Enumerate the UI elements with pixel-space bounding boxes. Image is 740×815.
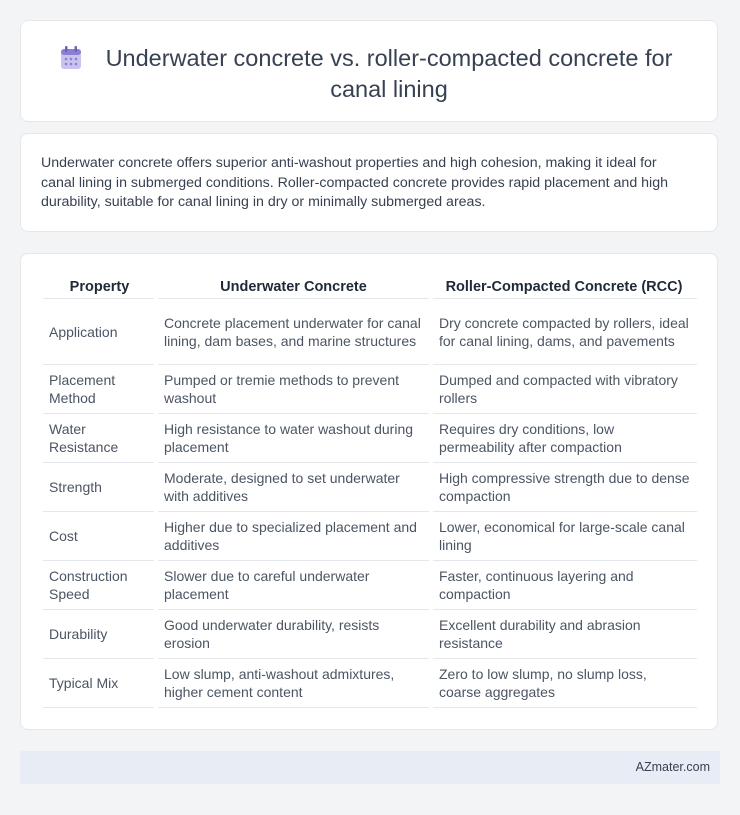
table-row — [43, 365, 697, 414]
underwater-cell: Moderate, designed to set underwater with additives — [156, 463, 431, 512]
rcc-cell: Lower, economical for large-scale canal lining — [431, 512, 697, 561]
property-cell: Application — [43, 299, 156, 365]
property-cell: Construction Speed — [43, 561, 156, 610]
underwater-cell: Higher due to specialized placement and additives — [156, 512, 431, 561]
rcc-cell: Dumped and compacted with vibratory rollers — [431, 365, 697, 414]
property-cell: Cost — [43, 512, 156, 561]
column-header: Underwater Concrete — [156, 276, 431, 299]
underwater-cell: Low slump, anti-washout admixtures, higher cement content — [156, 659, 431, 708]
underwater-cell: High resistance to water washout during placement — [156, 414, 431, 463]
page-title: Underwater concrete vs. roller-compacted concrete for canal lining — [105, 45, 673, 102]
table-row — [43, 299, 697, 365]
column-header: Property — [43, 276, 156, 299]
underwater-cell: Pumped or tremie methods to prevent washout — [156, 365, 431, 414]
property-cell: Typical Mix — [43, 659, 156, 708]
property-cell: Placement Method — [43, 365, 156, 414]
underwater-cell: Concrete placement underwater for canal lining, dam bases, and marine structures — [156, 299, 431, 365]
comparison-table — [43, 276, 697, 708]
table-row — [43, 414, 697, 463]
table-row — [43, 610, 697, 659]
rcc-cell: Excellent durability and abrasion resistance — [431, 610, 697, 659]
property-cell: Strength — [43, 463, 156, 512]
table-row — [43, 463, 697, 512]
property-cell: Water Resistance — [43, 414, 156, 463]
rcc-cell: Faster, continuous layering and compaction — [431, 561, 697, 610]
title-card — [20, 20, 718, 122]
rcc-cell: High compressive strength due to dense compaction — [431, 463, 697, 512]
column-header: Roller-Compacted Concrete (RCC) — [431, 276, 697, 299]
rcc-cell: Requires dry conditions, low permeability after compaction — [431, 414, 697, 463]
comparison-table-card — [20, 253, 718, 730]
table-row — [43, 561, 697, 610]
table-header-row — [43, 276, 697, 299]
rcc-cell: Dry concrete compacted by rollers, ideal for canal lining, dams, and pavements — [431, 299, 697, 365]
property-cell: Durability — [43, 610, 156, 659]
underwater-cell: Good underwater durability, resists erosion — [156, 610, 431, 659]
summary-card — [20, 133, 718, 232]
underwater-cell: Slower due to careful underwater placement — [156, 561, 431, 610]
footer-bar — [20, 751, 720, 784]
summary-text: Underwater concrete offers superior anti-washout properties and high cohesion, making it ideal for canal lining in submerged conditions. Roller-compacted concrete provides rapid placement and high durability, suitable for canal lining in dry or minimally submerged areas. — [41, 155, 668, 210]
table-row — [43, 659, 697, 708]
footer-brand-link[interactable]: AZmater.com — [635, 760, 710, 774]
rcc-cell: Zero to low slump, no slump loss, coarse aggregates — [431, 659, 697, 708]
table-row — [43, 512, 697, 561]
